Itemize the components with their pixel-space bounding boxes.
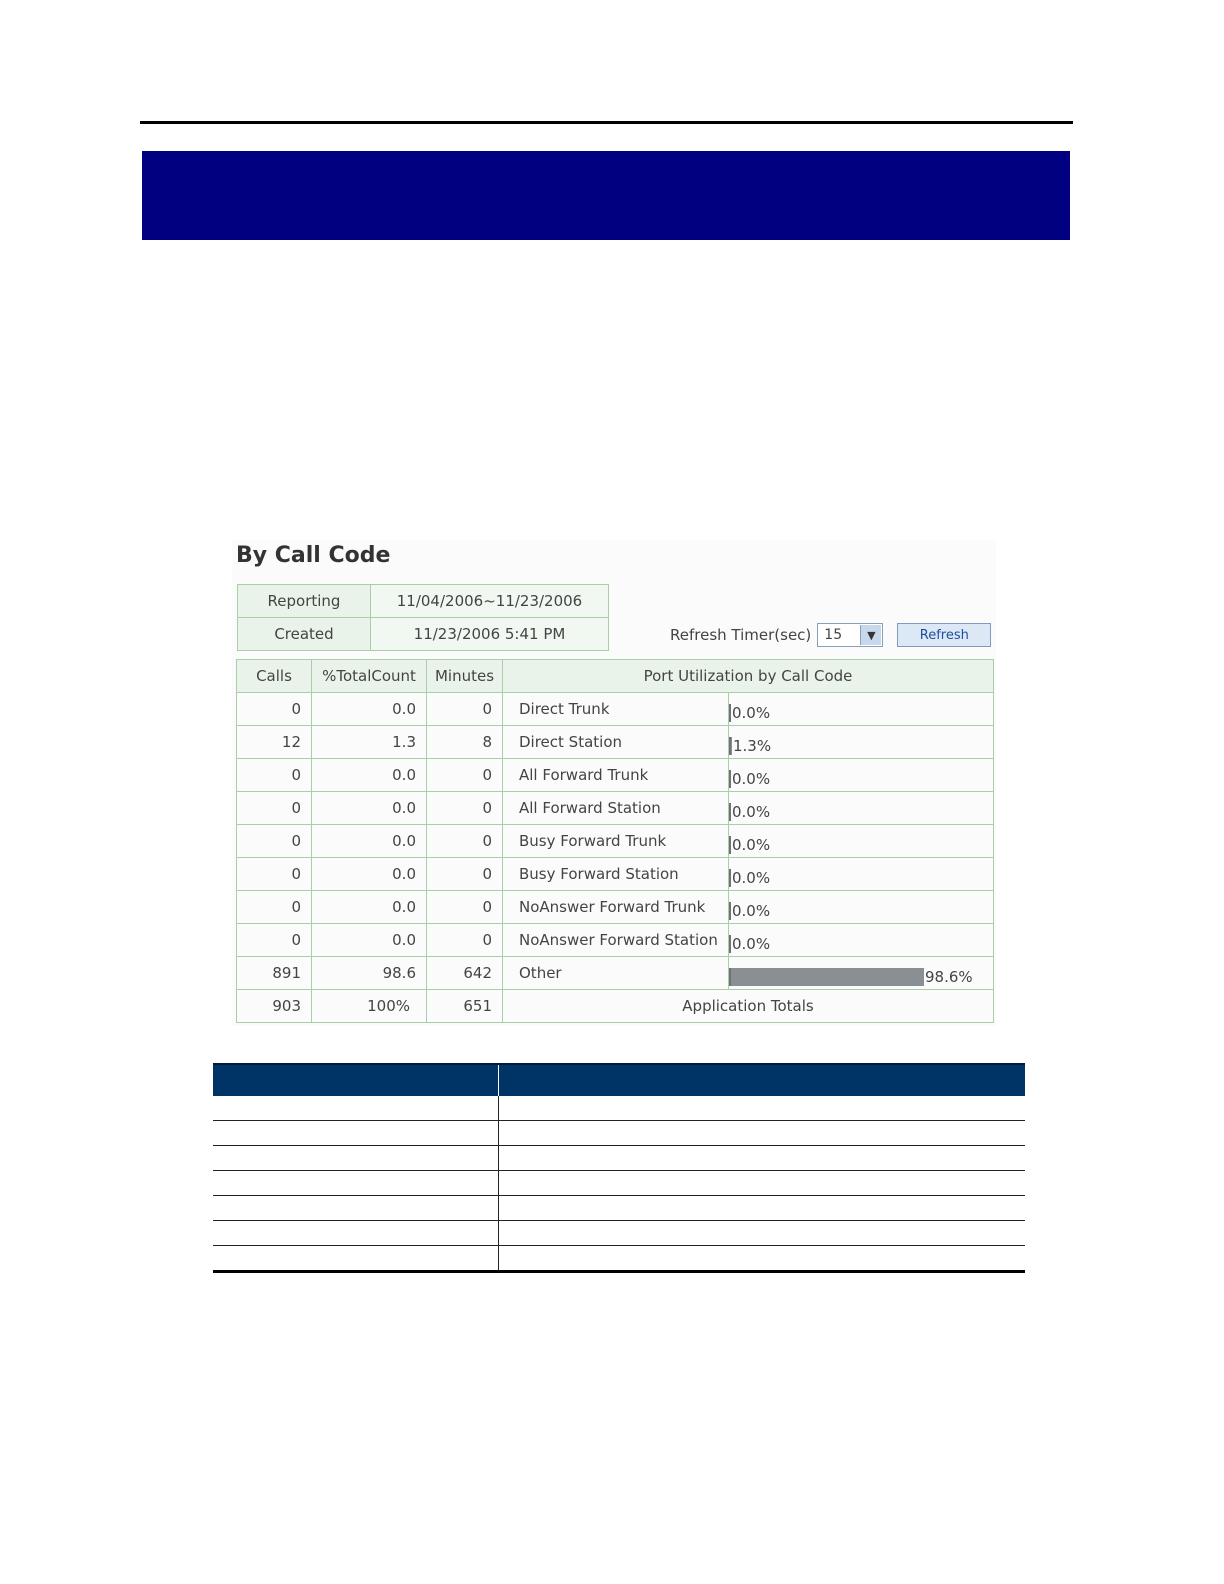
utilization-bar-wrap [729, 931, 993, 953]
row-call-code: Direct Station [503, 726, 729, 759]
row-minutes: 0 [427, 792, 503, 825]
row-utilization [729, 792, 994, 825]
utilization-bar-wrap [729, 733, 993, 755]
table-row [237, 726, 994, 759]
info-value: 11/04/2006~11/23/2006 [371, 585, 609, 618]
utilization-bar [729, 968, 924, 986]
header-banner [142, 151, 1070, 240]
utilization-bar-wrap [729, 964, 993, 986]
table-cell [213, 1096, 499, 1120]
utilization-bar [729, 737, 732, 755]
utilization-bar-wrap [729, 799, 993, 821]
row-utilization [729, 924, 994, 957]
table-row [213, 1121, 1025, 1146]
refresh-timer-select[interactable] [817, 623, 883, 647]
row-calls: 12 [237, 726, 312, 759]
row-calls: 891 [237, 957, 312, 990]
document-table [213, 1063, 1025, 1273]
chevron-down-icon[interactable]: ▼ [860, 625, 881, 645]
row-minutes: 0 [427, 693, 503, 726]
table-row [213, 1171, 1025, 1196]
table-row [213, 1146, 1025, 1171]
row-utilization [729, 825, 994, 858]
table-row [213, 1221, 1025, 1246]
table-header-row [237, 660, 994, 693]
row-minutes: 8 [427, 726, 503, 759]
row-total-count: 0.0 [312, 858, 427, 891]
row-total-count: 0.0 [312, 825, 427, 858]
call-code-rows [237, 693, 994, 990]
row-minutes: 0 [427, 891, 503, 924]
column-header-calls: Calls [237, 660, 312, 693]
table-cell [213, 1146, 499, 1170]
refresh-timer-label: Refresh Timer(sec) [670, 626, 812, 644]
utilization-bar [729, 902, 731, 920]
utilization-label: 0.0% [732, 935, 771, 953]
table-row [237, 858, 994, 891]
row-call-code: Busy Forward Station [503, 858, 729, 891]
refresh-button[interactable]: Refresh [897, 623, 991, 647]
utilization-bar [729, 836, 731, 854]
table-row [237, 891, 994, 924]
utilization-label: 0.0% [732, 902, 771, 920]
utilization-bar-wrap [729, 766, 993, 788]
row-call-code: NoAnswer Forward Trunk [503, 891, 729, 924]
info-row-created [238, 618, 609, 651]
utilization-label: 0.0% [732, 803, 771, 821]
utilization-label: 1.3% [733, 737, 772, 755]
row-minutes: 0 [427, 825, 503, 858]
row-call-code: Other [503, 957, 729, 990]
utilization-bar [729, 770, 731, 788]
utilization-bar-wrap [729, 700, 993, 722]
table-row [237, 759, 994, 792]
table-cell [213, 1246, 499, 1270]
row-minutes: 0 [427, 759, 503, 792]
row-calls: 0 [237, 924, 312, 957]
column-header-port-utilization: Port Utilization by Call Code [503, 660, 994, 693]
utilization-bar [729, 803, 731, 821]
refresh-timer-value: 15 [824, 627, 843, 643]
row-total-count: 1.3 [312, 726, 427, 759]
row-calls: 0 [237, 858, 312, 891]
table-row [213, 1246, 1025, 1273]
row-total-count: 0.0 [312, 693, 427, 726]
table-row [237, 792, 994, 825]
row-utilization [729, 726, 994, 759]
utilization-label: 98.6% [925, 968, 973, 986]
table-row [237, 924, 994, 957]
table-row [237, 825, 994, 858]
row-total-count: 0.0 [312, 924, 427, 957]
row-utilization [729, 957, 994, 990]
totals-row [237, 990, 994, 1023]
table-cell [213, 1121, 499, 1145]
totals-calls: 903 [237, 990, 312, 1023]
document-table-header [213, 1063, 1025, 1096]
utilization-bar [729, 869, 731, 887]
utilization-label: 0.0% [732, 836, 771, 854]
utilization-label: 0.0% [732, 770, 771, 788]
row-call-code: NoAnswer Forward Station [503, 924, 729, 957]
row-calls: 0 [237, 825, 312, 858]
table-row [213, 1096, 1025, 1121]
utilization-bar [729, 704, 731, 722]
row-total-count: 0.0 [312, 891, 427, 924]
table-cell [213, 1221, 499, 1245]
row-utilization [729, 858, 994, 891]
row-minutes: 0 [427, 924, 503, 957]
utilization-bar-wrap [729, 865, 993, 887]
top-rule [140, 121, 1073, 124]
row-utilization [729, 693, 994, 726]
row-calls: 0 [237, 693, 312, 726]
column-header-total-count: %TotalCount [312, 660, 427, 693]
table-cell [213, 1196, 499, 1220]
utilization-label: 0.0% [732, 704, 771, 722]
row-total-count: 98.6 [312, 957, 427, 990]
document-table-header-cell [213, 1065, 499, 1096]
utilization-label: 0.0% [732, 869, 771, 887]
table-row [237, 957, 994, 990]
row-calls: 0 [237, 792, 312, 825]
row-call-code: All Forward Trunk [503, 759, 729, 792]
table-row [213, 1196, 1025, 1221]
totals-minutes: 651 [427, 990, 503, 1023]
row-call-code: Direct Trunk [503, 693, 729, 726]
row-utilization [729, 759, 994, 792]
report-title: By Call Code [236, 543, 391, 568]
info-label: Created [238, 618, 371, 651]
row-call-code: All Forward Station [503, 792, 729, 825]
column-header-minutes: Minutes [427, 660, 503, 693]
totals-pct: 100% [312, 990, 427, 1023]
table-cell [213, 1171, 499, 1195]
row-utilization [729, 891, 994, 924]
info-value: 11/23/2006 5:41 PM [371, 618, 609, 651]
table-row [237, 693, 994, 726]
call-code-table [236, 659, 994, 1023]
utilization-bar [729, 935, 731, 953]
report-info-table [237, 584, 609, 651]
row-minutes: 642 [427, 957, 503, 990]
totals-label: Application Totals [503, 990, 994, 1023]
refresh-controls [670, 622, 991, 648]
utilization-bar-wrap [729, 832, 993, 854]
row-minutes: 0 [427, 858, 503, 891]
row-call-code: Busy Forward Trunk [503, 825, 729, 858]
row-calls: 0 [237, 759, 312, 792]
row-calls: 0 [237, 891, 312, 924]
utilization-bar-wrap [729, 898, 993, 920]
row-total-count: 0.0 [312, 759, 427, 792]
info-row-reporting [238, 585, 609, 618]
row-total-count: 0.0 [312, 792, 427, 825]
info-label: Reporting [238, 585, 371, 618]
